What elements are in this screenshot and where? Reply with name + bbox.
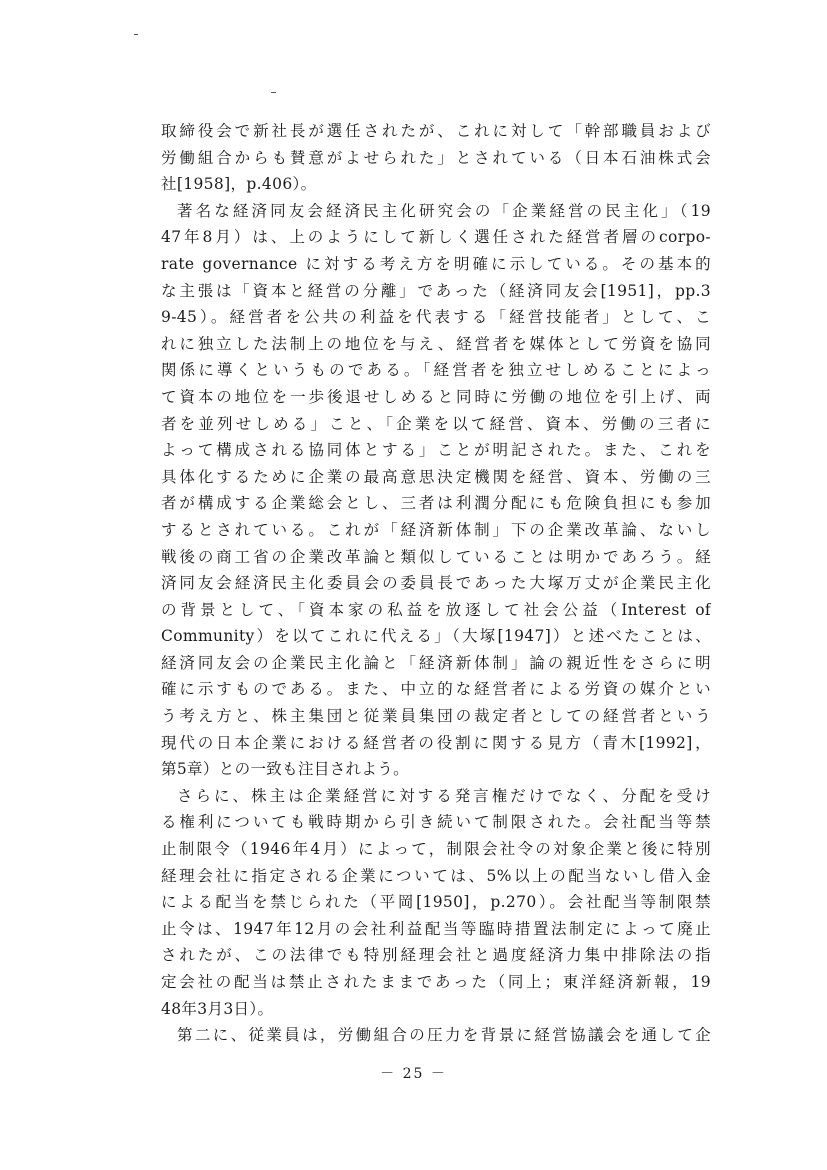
text-line: の背景として、「資本家の私益を放逐して社会公益（Interest of <box>161 600 711 619</box>
scan-artifact-mark <box>271 92 276 93</box>
text-line: 者が構成する企業総会とし、三者は利潤分配にも危険負担にも参加 <box>161 494 711 513</box>
text-line: 9-45）。経営者を公共の利益を代表する「経営技能者」として、こ <box>161 308 711 327</box>
page-number: － 25 － <box>380 1066 447 1082</box>
text-line: 定会社の配当は禁止されたままであった（同上；東洋経済新報，19 <box>161 973 711 991</box>
text-line: 現代の日本企業における経営者の役割に関する見方（青木[1992]， <box>161 733 711 752</box>
text-line: Community）を以てこれに代える」（大塚[1947]）と述べたことは、 <box>161 627 711 646</box>
text-line: 関係に導くというものである。「経営者を独立せしめることによっ <box>161 361 711 380</box>
text-line: る権利についても戦時期から引き続いて制限された。会社配当等禁 <box>161 813 711 832</box>
text-line: 具体化するために企業の最高意思決定機関を経営、資本、労働の三 <box>161 467 711 486</box>
text-line: 著名な経済同友会経済民主化研究会の「企業経営の民主化」（19 <box>177 201 711 220</box>
text-line: による配当を禁じられた（平岡[1950]，p.270）。会社配当等制限禁 <box>161 893 711 912</box>
body-text <box>161 118 711 1049</box>
text-line: 労働組合からも賛意がよせられた」とされている（日本石油株式会 <box>161 148 711 167</box>
text-line: されたが、この法律でも特別経理会社と過度経済力集中排除法の指 <box>161 946 711 965</box>
text-line: 経済同友会の企業民主化論と「経済新体制」論の親近性をさらに明 <box>161 653 711 672</box>
text-line: 取締役会で新社長が選任されたが、これに対して「幹部職員および <box>161 122 711 140</box>
scan-artifact-mark <box>134 34 138 35</box>
text-line: 者を並列せしめる」こと、「企業を以て経営、資本、労働の三者に <box>161 414 711 433</box>
text-line: て資本の地位を一歩後退せしめると同時に労働の地位を引上げ、両 <box>161 387 711 406</box>
text-line: 47年8月）は、上のようにして新しく選任された経営者層のcorpo- <box>161 228 711 247</box>
text-line: れに独立した法制上の地位を与え、経営者を媒体として労資を協同 <box>161 334 711 353</box>
text-line: 戦後の商工省の企業改革論と類似していることは明かであろう。経 <box>161 547 711 566</box>
text-line: 済同友会経済民主化委員会の委員長であった大塚万丈が企業民主化 <box>161 574 711 593</box>
text-line: するとされている。これが「経済新体制」下の企業改革論、ないし <box>161 520 711 539</box>
text-line: さらに、株主は企業経営に対する発言権だけでなく、分配を受け <box>177 786 711 805</box>
text-line: 第5章）との一致も注目されよう。 <box>161 760 409 779</box>
text-line: 第二に、従業員は，労働組合の圧力を背景に経営協議会を通して企 <box>177 1026 711 1045</box>
text-line: 止令は、1947年12月の会社利益配当等臨時措置法制定によって廃止 <box>161 919 711 938</box>
text-line: よって構成される協同体とする」ことが明記された。また、これを <box>161 441 711 460</box>
text-line: 確に示すものである。また、中立的な経営者による労資の媒介とい <box>161 680 711 699</box>
text-line: う考え方と、株主集団と従業員集団の裁定者としての経営者という <box>161 707 711 726</box>
text-line: 止制限令（1946年4月）によって，制限会社令の対象企業と後に特別 <box>161 840 711 859</box>
text-line: 経理会社に指定される企業については、5%以上の配当ないし借入金 <box>161 866 711 885</box>
text-line: 社[1958]，p.406）。 <box>161 175 317 194</box>
text-line: rate governance に対する考え方を明確に示している。その基本的 <box>161 254 711 273</box>
text-line: 48年3月3日）。 <box>161 999 274 1018</box>
text-line: な主張は「資本と経営の分離」であった（経済同友会[1951]，pp.3 <box>161 281 711 300</box>
